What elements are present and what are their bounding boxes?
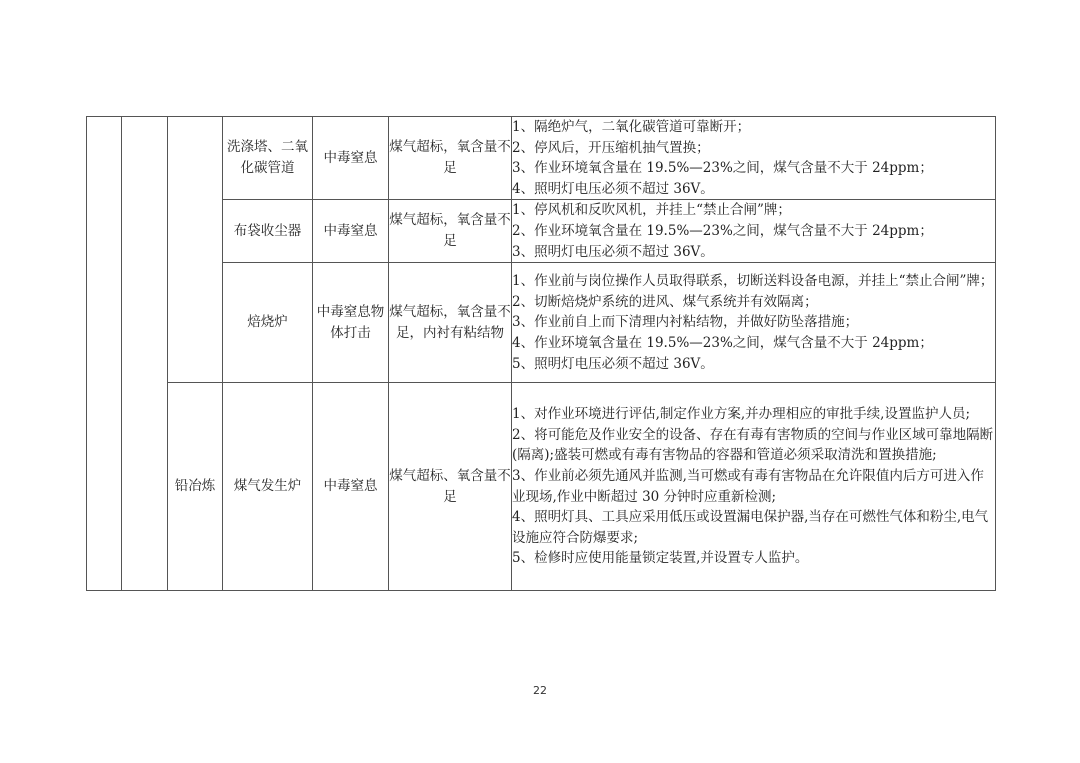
measure-item: 4、照明灯电压必须不超过 36V。	[512, 180, 714, 197]
location-cell: 布袋收尘器	[223, 200, 313, 263]
hazard-cell: 中毒窒息物体打击	[313, 263, 389, 383]
measure-item: 2、将可能危及作业安全的设备、存在有毒有害物质的空间与作业区域可靠地隔断(隔离);盛装可燃或有毒有害物品的容器和管道必须采取清洗和置换措施;	[512, 426, 994, 464]
table-row	[87, 117, 996, 200]
table-row	[87, 383, 996, 591]
hazard-table	[86, 116, 996, 591]
cause-cell: 煤气超标，氧含量不足，内衬有粘结物	[389, 263, 512, 383]
cause-cell: 煤气超标，氧含量不足	[389, 117, 512, 200]
measure-item: 3、照明灯电压必须不超过 36V。	[512, 243, 714, 260]
process-cell: 铅冶炼	[168, 383, 223, 591]
hazard-cell: 中毒窒息	[313, 383, 389, 591]
measure-item: 1、停风机和反吹风机，并挂上“禁止合闸”牌；	[512, 202, 791, 219]
measure-item: 4、照明灯具、工具应采用低压或设置漏电保护器,当存在可燃性气体和粉尘,电气设施应符合防爆要求;	[512, 509, 989, 546]
empty-cell	[168, 117, 223, 383]
empty-cell	[122, 117, 168, 591]
measures-cell	[512, 200, 996, 263]
measure-item: 5、照明灯电压必须不超过 36V。	[512, 355, 714, 372]
location-cell: 煤气发生炉	[223, 383, 313, 591]
hazard-cell: 中毒窒息	[313, 200, 389, 263]
measure-item: 1、对作业环境进行评估,制定作业方案,并办理相应的审批手续,设置监护人员;	[512, 406, 971, 423]
measures-cell	[512, 383, 996, 591]
cause-cell: 煤气超标，氧含量不足	[389, 200, 512, 263]
measure-item: 4、作业环境氧含量在 19.5%—23%之间，煤气含量不大于 24ppm；	[512, 334, 933, 351]
location-cell: 焙烧炉	[223, 263, 313, 383]
measure-item: 3、作业前必须先通风并监测,当可燃或有毒有害物品在允许限值内后方可进入作业现场,作业中断超过 30 分钟时应重新检测;	[512, 468, 984, 505]
measure-item: 3、作业环境氧含量在 19.5%—23%之间，煤气含量不大于 24ppm；	[512, 160, 933, 177]
measure-item: 2、切断焙烧炉系统的进风、煤气系统并有效隔离；	[512, 293, 818, 310]
empty-cell	[87, 117, 122, 591]
table-row	[87, 200, 996, 263]
hazard-cell: 中毒窒息	[313, 117, 389, 200]
measure-item: 2、作业环境氧含量在 19.5%—23%之间，煤气含量不大于 24ppm；	[512, 222, 933, 239]
measure-item: 1、作业前与岗位操作人员取得联系，切断送料设备电源，并挂上“禁止合闸”牌；	[512, 273, 994, 290]
page-number: 22	[533, 684, 547, 697]
measure-item: 5、检修时应使用能量锁定装置,并设置专人监护。	[512, 550, 809, 567]
measure-item: 2、停风后，开压缩机抽气置换；	[512, 139, 710, 156]
cause-cell: 煤气超标、氧含量不足	[389, 383, 512, 591]
table-row	[87, 263, 996, 383]
measure-item: 1、隔绝炉气，二氧化碳管道可靠断开；	[512, 119, 751, 135]
measure-item: 3、作业前自上而下清理内衬粘结物，并做好防坠落措施；	[512, 314, 859, 331]
measures-cell	[512, 117, 996, 200]
location-cell: 洗涤塔、二氧化碳管道	[223, 117, 313, 200]
measures-cell	[512, 263, 996, 383]
